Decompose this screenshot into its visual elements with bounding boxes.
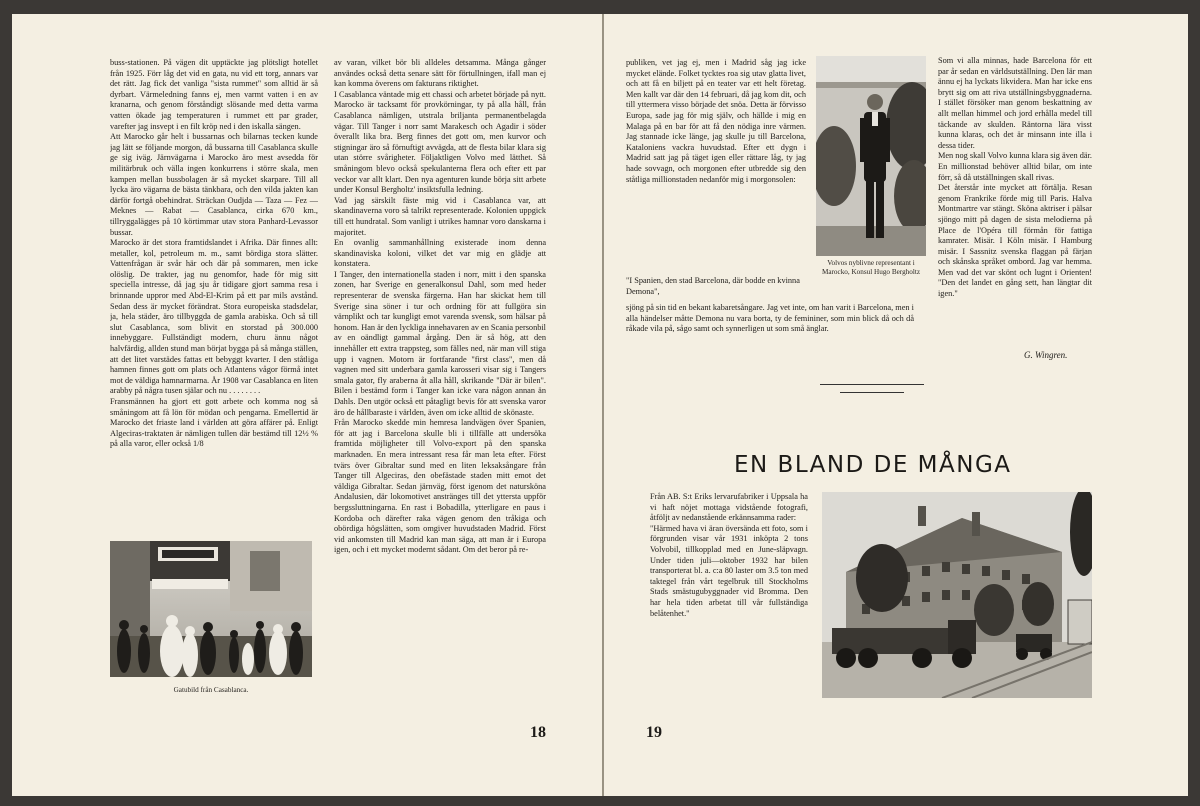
- song-quote-text: "I Spanien, den stad Barcelona, där bodde en kvinna Demona",: [626, 276, 800, 296]
- portrait-caption: Volvos nyblivne representant i Marocko, Konsul Hugo Bergholtz: [821, 259, 921, 276]
- article-headline: EN BLAND DE MÅNGA: [734, 452, 1012, 478]
- page-number-left: 18: [530, 724, 546, 741]
- right-column-3-text: Som vi alla minnas, hade Barcelona för ett par år sedan en världsutställning. Den lär man ännu ej ha lyckats likvidera. Man har icke ens brytt sig om att riva utställningsbyggnaderna. I stället försöker man genom beskattning av allt mellan himmel och jord erhålla medel till täckande av skulden. Räntorna lära visst kunna klaras, och det är minsann inte illa i dessa tider. Men nog skall Volvo kunna klara sig även där. En millionstad behöver alltid bilar, om inte förr, så då utställningen skall rivas. Det återstår inte mycket att förtälja. Resan genom Frankrike förde mig till Paris. Halva Montmartre var stängt. Sköna aktriser i pälsar sjöngo mitt på dagen de sista melodierna på Place de l'Opéra till förmån för fattiga kamrater. Misär. I Köln misär. I Hamburg misär. I Sassnitz svenska flaggan på färjan och skånska språket ombord. Jag var hemma. Men vad det var skönt och lugnt i Orienten! "Den det landet en gång sett, han längtar dit igen.": [938, 56, 1092, 299]
- right-column-1-wide-text: sjöng på sin tid en bekant kabaretsångare. Jag vet inte, om han varit i Barcelona, men i alla händelser måtte Demona nu vara borta, ty de femininer, som min blick då och då råkade vila på, sågo samt och synnerligen ut som små änglar.: [626, 303, 914, 334]
- author-signature: G. Wingren.: [1024, 350, 1068, 360]
- casablanca-street-photo: [110, 541, 312, 677]
- section-divider-lower: [840, 392, 904, 393]
- left-page: [12, 14, 602, 796]
- left-column-1-text: buss-stationen. På vägen dit upptäckte jag plötsligt hotellet från 1925. Förr låg det vid en gata, nu vid ett torg, annars var det rätt. Jag fick det vanliga "sista rummet" som alltid är så dyrbart. Värmeledning fanns ej, men varmt vatten i en av kranarna, och genom förståndigt slösande med detta varma vatten ökade jag temperaturen i rummet ett par grader, varefter jag insvept i en filt kröp ned i den iskalla sängen. Att Marocko går helt i bussarnas och bilarnas tecken kunde jag lätt se följande morgon, då bussarna till Casablanca skulle ge sig iväg. Järnvägarna i Marocko äro mest avsedda för militärbruk och välla ingen konkurrens i större skala, men kampen mellan bussbolagen är så mycket skarpare. Till all lycka äro vägarna de bästa tänkbara, och den vilda jakten kan därför fortgå obehindrat. Sträckan Oudjda — Taza — Fez — Meknes — Rabat — Casablanca, cirka 670 km., tillryggalägges på 10 körtimmar utav stora Panhard-Levassor bussar. Marocko är det stora framtidslandet i Afrika. Där finnes allt: metaller, kol, petroleum m. m., samt bördiga stora slätter. Vattenfrågan är svår här och där på sommaren, men icke olöslig. De trakter, jag nu genomfor, hade för mig sitt speciella intresse, då jag sju år tidigare gjort samma resa i brinnande uppror med Abd-El-Krim på ett par mils avstånd. Sedan dess är mycket förändrat. Stora europeiska stadsdelar, ja, hela städer, äro tillbyggda de gamla arabiska. Och så till slut Casablanca, som blivit en storstad på 300.000 innebyggare. Fullständigt modern, churu ännu något halvfärdig, allden stund man börjat bygga på så många ställen, att det litet varstädes fattas ett bebyggt kvarter. I den ståtliga hamnen finnes gott om plats och Atlantens vågor förmå intet mot de väldiga hamnarmarna. År 1908 var Casablanca en liten arabby på några tusen själar och nu . . . . . . . . Fransmännen ha gjort ett gott arbete och komma nog så småningom att få lön för mödan och pengarna. Emellertid är Marocko det friaste land i världen att göra affärer på. Enligt Algeciras-traktaten är nämligen tullen där bestämd till 12½ % på alla varor, eller också 1/8: [110, 58, 318, 449]
- left-column-2-text: av varan, vilket bör bli alldeles detsamma. Många gånger användes också detta senare sätt för förtullningen, ifall man ej kan komma överens om fakturans riktighet. I Casablanca väntade mig ett chassi och arbetet började på nytt. Marocko är tacksamt för provkörningar, ty på alla håll, från Casablanca nämligen, utstrala briljanta permanentbelagda vägar. Till Tanger i norr samt Marakesch och Agadir i söder överallt lika bra. Berg finnes det gott om, men kurvor och stigningar äro så förnuftigt avvägda, att de flesta bilar klara sig utan större svårigheter. Följaktligen Volvo med lätthet. Så småningom blevo också spekulanterna flera och efter ett par veckor var allt klart. Den nya agenturen kunde börja sitt arbete under Konsul Bergholtz' insiktsfulla ledning. Vad jag särskilt fäste mig vid i Casablanca var, att skandinaverna voro så talrikt representerade. Kolonien uppgick till ett hundratal. Som vanligt i utrikes hamnar voro danskarna i majoritet. En ovanlig sammanhållning existerade inom denna skandinaviska koloni, vilket det var mig en glädje att konstatera. I Tanger, den internationella staden i norr, mitt i den spanska zonen, har Sverige en generalkonsul Dahl, som med heder representerar de svenska färgerna. Han har skickat hem till Sverige sina söner i tur och ordning för att fullgöra sin värnplikt och tar kungligt emot varenda svensk, som hälsar på honom. Han är den lyckliga innehavaren av en Scania personbil av en oändligt gammal årgång. Den är så hög, att den innehåller ett extra trappsteg, som fälles ned, när man vill stiga upp i vagnen. Motorn är fortfarande "first class", men då vagnen med sitt underbara gamla karosseri visar sig i Tangers smala gator, fly araberna åt alla håll, skrikande "Där är bilen". Bilen i bestämd form i Tanger kan icke vara någon annan än Dahls. Den utgör också ett påtagligt bevis för att svenska varor äro de hållbaraste i världen, även om icke alltid de skönaste. Från Marocko skedde min hemresa landvägen över Spanien, för att jag i Barcelona skulle bli i tillfälle att undersöka framtida möjligheter till Volvo-export på den spanska marknaden. En mera intressant resa får man leta efter. Först tvärs över Gibraltar sund med en liten leksaksångare från Tanger till Algeciras, den obefästade staden mitt emot det väldiga Gibraltar. Sedan järnväg, först igenom det natursköna Andalusien, där lokomotivet anstränges till det yttersta uppför bergssluttningarna. En rast i Bobadilla, ytterligare en paus i Kordoba och därefter raka vägen genom den tråkiga och obördiga högslätten, som omgiver huvudstaden Madrid. Först vid ankomsten till Madrid kan man säga, att man är i Europa igen, och i ett mycket modernt sådant. Om det beror på re-: [334, 58, 546, 555]
- section-divider: [820, 384, 924, 385]
- volvo-truck-factory-photo: [822, 492, 1092, 698]
- article-body-text: Från AB. S:t Eriks lervarufabriker i Uppsala ha vi haft nöjet mottaga vidstående fotografi, åtföljt av nedanstående erkännsamma rader: "Härmed hava vi äran översända ett foto, som i förgrunden visar vår 1931 inköpta 2 tons Volvobil, tillkopplad med en June-släpvagn. Under tiden juli—oktober 1932 har bilen transporterat bl. a. c:a 80 laster om 3.5 ton med taktegel från vårt tegelbruk till Stockholms Stads smästugubyggnader vid Bromma. Den har hela tiden arbetat till vår fullständiga belåtenhet.": [650, 492, 808, 618]
- right-column-1-text: publiken, vet jag ej, men i Madrid såg jag icke mycket elände. Folket tycktes roa sig utav glatta livet, och att få en biljett på en teater var ett helt företag. Men kallt var där den 14 februari, då jag kom dit, och till yttermera visso började det snöa. Detta är förvisso Europa, sade jag för mig själv, och hällde i mig en Malaga på en bar för att få den nödiga inre värmen. Jag stannade icke länge, jag skulle ju till Barcelona, Kataloniens vackra huvudstad. Efter ett dygn i Madrid satt jag på täget igen eller rättare låg, ty jag hade sovvagn, och morgonen efter utbredde sig den ståtliga millionstaden nedanför mig i morgonsolen:: [626, 58, 806, 184]
- portrait-photo-consul-bergholtz: [816, 56, 926, 256]
- page-number-right: 19: [646, 724, 662, 741]
- right-page: [604, 14, 1188, 796]
- casablanca-photo-caption: Gatubild från Casablanca.: [173, 686, 249, 694]
